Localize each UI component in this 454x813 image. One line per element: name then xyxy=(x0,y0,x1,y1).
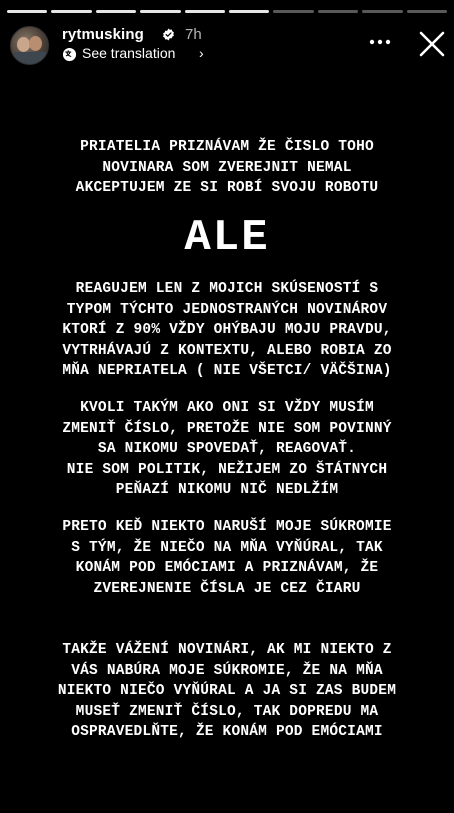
story-header xyxy=(8,24,446,68)
text-line: AKCEPTUJEM ZE SI ROBÍ SVOJU ROBOTU xyxy=(75,180,379,196)
text-line: S TÝM, ŽE NIEČO NA MŇA VYŇÚRAL, TAK xyxy=(71,539,383,556)
avatar[interactable] xyxy=(10,26,49,65)
paragraph-2 xyxy=(0,279,454,382)
text-line: KTORÍ Z 90% VŽDY OHÝBAJU MOJU PRAVDU, xyxy=(62,322,392,338)
progress-segment xyxy=(140,10,180,13)
text-line: REAGUJEM LEN Z MOJICH SKÚSENOSTÍ S xyxy=(75,281,379,297)
progress-segment xyxy=(362,10,402,13)
text-line: NIEKTO NIEČO VYŇÚRAL A JA SI ZAS BUDEM xyxy=(57,683,397,699)
avatar-shirt xyxy=(11,52,48,64)
translate-icon[interactable] xyxy=(62,47,77,62)
progress-segment xyxy=(273,10,313,13)
text-line: KONÁM POD EMÓCIAMI A PRIZNÁVAM, ŽE xyxy=(75,560,379,576)
progress-segment xyxy=(51,10,91,13)
avatar-face-left xyxy=(17,37,30,52)
progress-segment xyxy=(229,10,269,13)
progress-segment xyxy=(7,10,47,13)
story-progress-bar xyxy=(7,10,447,13)
text-line: SA NIKOMU SPOVEDAŤ, REAGOVAŤ. xyxy=(97,441,357,457)
text-line: PRIATELIA PRIZNÁVAM ŽE ČISLO TOHO xyxy=(80,139,374,155)
chevron-right-icon[interactable]: › xyxy=(199,45,204,61)
progress-segment xyxy=(185,10,225,13)
paragraph-1 xyxy=(0,137,454,199)
close-icon[interactable] xyxy=(418,30,446,58)
text-line: TYPOM TÝCHTO JEDNOSTRANÝCH NOVINÁROV xyxy=(66,301,388,318)
text-line: OSPRAVEDLŇTE, ŽE KONÁM POD EMÓCIAMI xyxy=(71,724,383,740)
avatar-face-right xyxy=(29,36,42,51)
text-line: MUSEŤ ZMENIŤ ČÍSLO, TAK DOPREDU MA xyxy=(75,703,379,720)
text-line: ZVEREJNENIE ČÍSLA JE CEZ ČIARU xyxy=(93,580,361,597)
text-line: VÁS NABÚRA MOJE SÚKROMIE, ŽE NA MŇA xyxy=(71,662,383,679)
text-line: VYTRHÁVAJÚ Z KONTEXTU, ALEBO ROBIA ZO xyxy=(62,342,392,359)
text-line: PEŇAZÍ NIKOMU NIČ NEDLŽÍM xyxy=(115,482,339,498)
see-translation-link[interactable]: See translation xyxy=(82,45,176,61)
text-line: TAKŽE VÁŽENÍ NOVINÁRI, AK MI NIEKTO Z xyxy=(62,642,392,658)
text-line: KVOLI TAKÝM AKO ONI SI VŽDY MUSÍM xyxy=(80,400,374,416)
progress-segment xyxy=(318,10,358,13)
paragraph-3 xyxy=(0,398,454,501)
text-line: NIE SOM POLITIK, NEŽIJEM ZO ŠTÁTNYCH xyxy=(66,461,388,478)
emphasis-heading: ALE xyxy=(184,213,270,263)
text-line: MŇA NEPRIATELA ( NIE VŠETCI/ VÄČŠINA) xyxy=(62,363,392,379)
verified-badge-icon xyxy=(162,28,175,41)
username[interactable]: rytmusking xyxy=(62,26,144,43)
post-time: 7h xyxy=(185,26,202,43)
text-line: NOVINARA SOM ZVEREJNIT NEMAL xyxy=(102,159,352,176)
text-line: PRETO KEĎ NIEKTO NARUŠÍ MOJE SÚKROMIE xyxy=(62,519,392,535)
progress-segment xyxy=(407,10,447,13)
progress-segment xyxy=(96,10,136,13)
paragraph-4 xyxy=(0,517,454,599)
more-icon[interactable] xyxy=(369,32,391,52)
text-line: ZMENIŤ ČÍSLO, PRETOŽE NIE SOM POVINNÝ xyxy=(62,420,392,437)
paragraph-5 xyxy=(0,640,454,743)
